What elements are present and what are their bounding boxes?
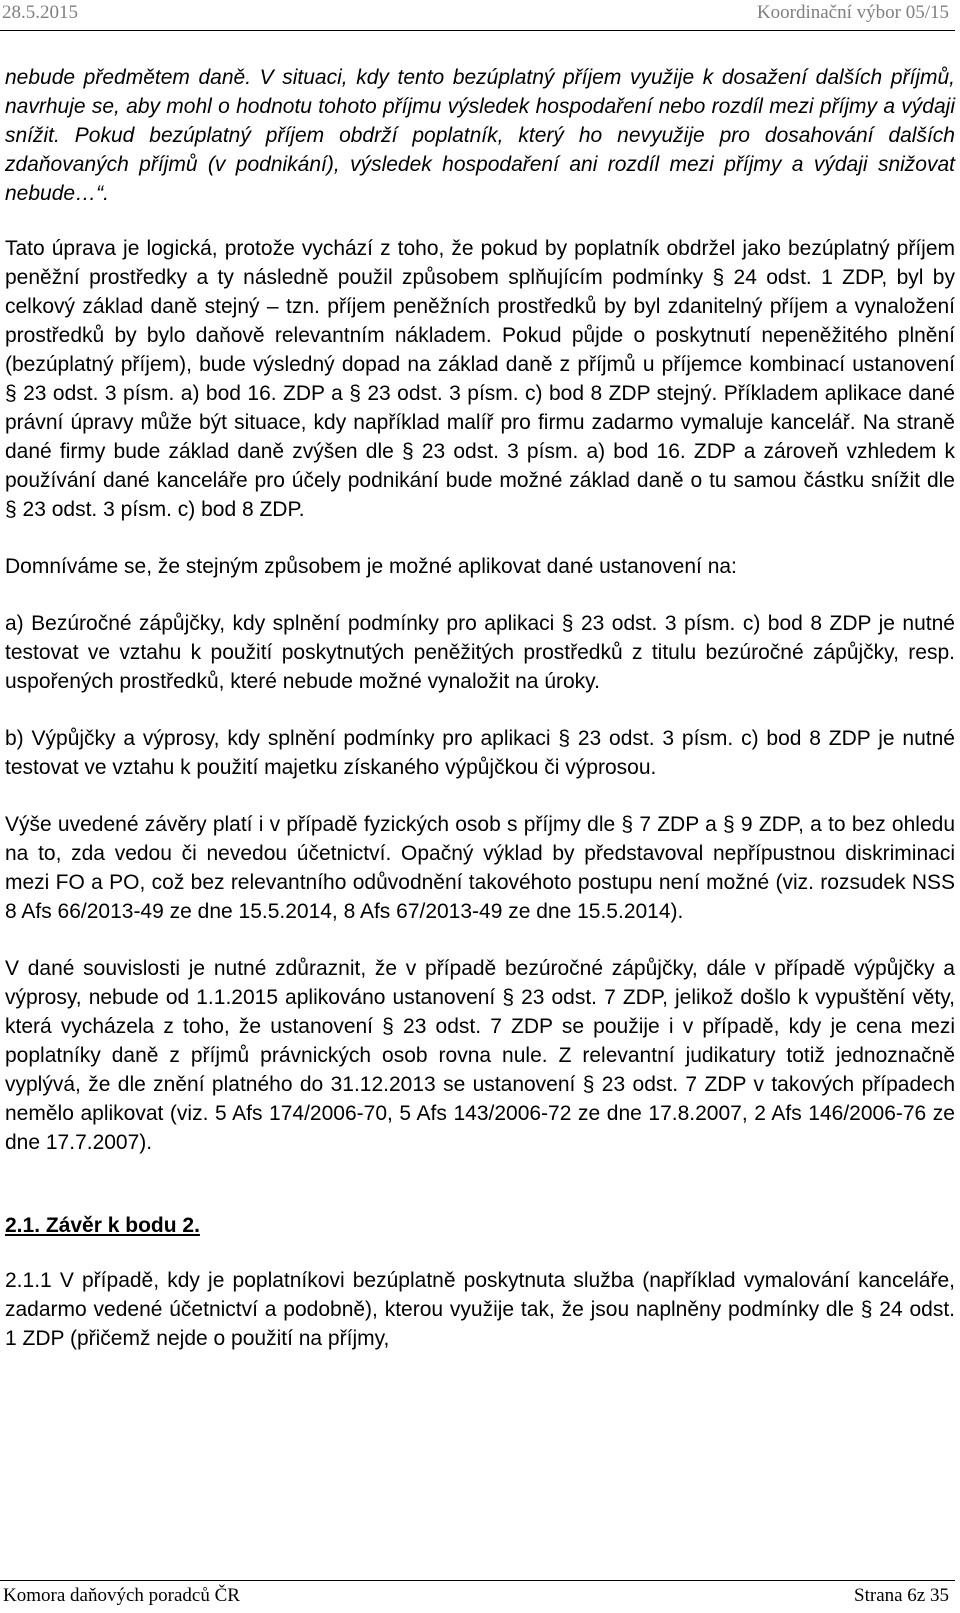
list-item-b: b) Výpůjčky a výprosy, kdy splnění podmínky pro aplikaci § 23 odst. 3 písm. c) bod 8 ZDP je nutné testovat ve vztahu k použití majetku získaného výpůjčkou či výprosou.: [5, 727, 955, 779]
paragraph-intro-list: Domníváme se, že stejným způsobem je možné aplikovat dané ustanovení na:: [5, 555, 737, 578]
footer-page-number: Strana 6z 35: [854, 1585, 949, 1606]
list-item-a: a) Bezúročné zápůjčky, kdy splnění podmínky pro aplikaci § 23 odst. 3 písm. c) bod 8 ZDP je nutné testovat ve vztahu k použití poskytnutých peněžitých prostředků z titulu bezúročné zápůjčky, resp. uspořených prostředků, které nebude možné vynaložit na úroky.: [5, 612, 955, 693]
paragraph-natural-persons: Výše uvedené závěry platí i v případě fyzických osob s příjmy dle § 7 ZDP a § 9 ZDP, a to bez ohledu na to, zda vedou či nevedou účetnictví. Opačný výklad by představoval nepřípustnou diskriminaci mezi FO a PO, což bez relevantního odůvodnění takovéhoto postupu není možné (viz. rozsudek NSS 8 Afs 66/2013-49 ze dne 15.5.2014, 8 Afs 67/2013-49 ze dne 15.5.2014).: [5, 813, 955, 923]
header-date: 28.5.2015: [2, 2, 78, 23]
page-footer: [0, 1580, 955, 1610]
footer-rule: [0, 1580, 955, 1581]
paragraph-conclusion: 2.1.1 V případě, kdy je poplatníkovi bezúplatně poskytnuta služba (například vymalování kanceláře, zadarmo vedené účetnictví a podobně), kterou využije tak, že jsou naplněny podmínky dle § 24 odst. 1 ZDP (přičemž nejde o použití na příjmy,: [5, 1269, 955, 1350]
paragraph-quote: nebude předmětem daně. V situaci, kdy tento bezúplatný příjem využije k dosažení dalších příjmů, navrhuje se, aby mohl o hodnotu tohoto příjmu výsledek hospodaření nebo rozdíl mezi příjmy a výdaji snížit. Pokud bezúplatný příjem obdrží poplatník, který ho nevyužije pro dosahování dalších zdaňovaných příjmů (v podnikání), výsledek hospodaření ani rozdíl mezi příjmy a výdaji snižovat nebude…“.: [5, 66, 955, 205]
footer-organization: Komora daňových poradců ČR: [3, 1585, 240, 1606]
section-heading: 2.1. Závěr k bodu 2.: [5, 1214, 200, 1237]
header-meeting: Koordinační výbor 05/15: [756, 2, 949, 23]
paragraph-logic: Tato úprava je logická, protože vychází z toho, že pokud by poplatník obdržel jako bezúplatný příjem peněžní prostředky a ty následně použil způsobem splňujícím podmínky § 24 odst. 1 ZDP, byl by celkový základ daně stejný – tzn. příjem peněžních prostředků by byl zdanitelný příjem a vynaložení prostředků by bylo daňově relevantním nákladem. Pokud půjde o poskytnutí nepeněžitého plnění (bezúplatný příjem), bude výsledný dopad na základ daně z příjmů u příjemce kombinací ustanovení § 23 odst. 3 písm. a) bod 16. ZDP a § 23 odst. 3 písm. c) bod 8 ZDP stejný. Příkladem aplikace dané právní úpravy může být situace, kdy například malíř pro firmu zadarmo vymaluje kancelář. Na straně dané firmy bude základ daně zvýšen dle § 23 odst. 3 písm. a) bod 16. ZDP a zároveň vzhledem k používání dané kanceláře pro účely podnikání bude možné základ daně o tu samou částku snížit dle § 23 odst. 3 písm. c) bod 8 ZDP.: [5, 237, 955, 521]
page-header: [0, 0, 955, 30]
document-body: [5, 63, 955, 1353]
paragraph-context: V dané souvislosti je nutné zdůraznit, že v případě bezúročné zápůjčky, dále v případě výpůjčky a výprosy, nebude od 1.1.2015 aplikováno ustanovení § 23 odst. 7 ZDP, jelikož došlo k vypuštění věty, která vycházela z toho, že ustanovení § 23 odst. 7 ZDP se použije i v případě, kdy je cena mezi poplatníky daně z příjmů právnických osob rovna nule. Z relevantní judikatury totiž jednoznačně vyplývá, že dle znění platného do 31.12.2013 se ustanovení § 23 odst. 7 ZDP v takových případech nemělo aplikovat (viz. 5 Afs 174/2006-70, 5 Afs 143/2006-72 ze dne 17.8.2007, 2 Afs 146/2006-76 ze dne 17.7.2007).: [5, 957, 955, 1154]
header-rule: [0, 30, 955, 31]
